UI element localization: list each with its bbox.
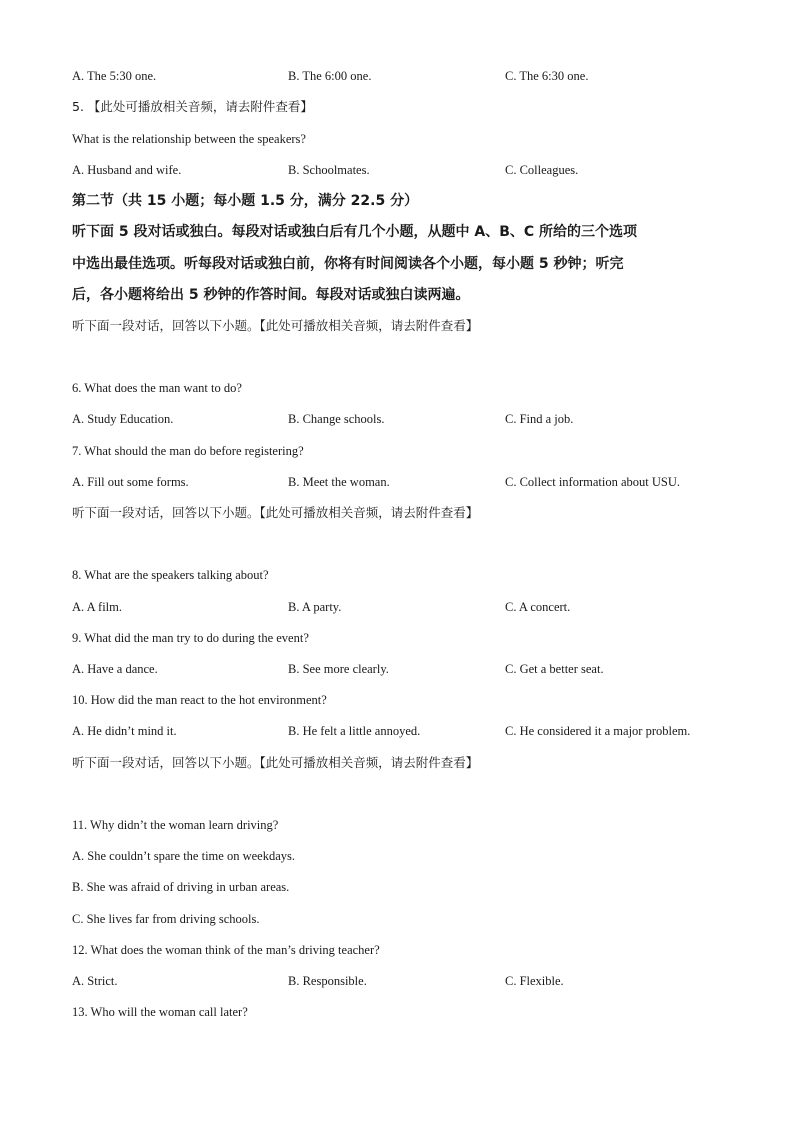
q7-question: 7. What should the man do before registering? bbox=[72, 444, 304, 458]
dialog-intro-2: 听下面一段对话，回答以下小题。【此处可播放相关音频，请去附件查看】 bbox=[72, 505, 479, 520]
option-c: C. Flexible. bbox=[505, 974, 564, 988]
q10-question: 10. How did the man react to the hot environment? bbox=[72, 693, 327, 707]
option-c: C. He considered it a major problem. bbox=[505, 724, 691, 738]
option-b: B. Responsible. bbox=[288, 974, 367, 988]
option-a: A. Have a dance. bbox=[72, 662, 158, 676]
q12-options bbox=[72, 973, 732, 989]
option-c: C. Collect information about USU. bbox=[505, 475, 680, 489]
section2-instructions-2: 中选出最佳选项。听每段对话或独白前，你将有时间阅读各个小题，每小题 5 秒钟；听完 bbox=[72, 256, 624, 272]
option-b: B. He felt a little annoyed. bbox=[288, 724, 421, 738]
q11-option-a: A. She couldn’t spare the time on weekdays. bbox=[72, 849, 295, 863]
section2-instructions-1: 听下面 5 段对话或独白。每段对话或独白后有几个小题，从题中 A、B、C 所给的三个选项 bbox=[72, 224, 638, 240]
option-a: A. Strict. bbox=[72, 974, 118, 988]
option-b: B. Meet the woman. bbox=[288, 475, 390, 489]
option-c: C. Get a better seat. bbox=[505, 662, 604, 676]
option-b: B. A party. bbox=[288, 600, 342, 614]
q13-question: 13. Who will the woman call later? bbox=[72, 1005, 248, 1019]
q8-options bbox=[72, 599, 732, 615]
q6-question: 6. What does the man want to do? bbox=[72, 381, 242, 395]
q9-options bbox=[72, 661, 732, 677]
option-a: A. A film. bbox=[72, 600, 123, 614]
q10-options bbox=[72, 723, 732, 739]
option-a: A. Fill out some forms. bbox=[72, 475, 189, 489]
dialog-intro-1: 听下面一段对话，回答以下小题。【此处可播放相关音频，请去附件查看】 bbox=[72, 318, 479, 333]
q6-options bbox=[72, 411, 732, 427]
option-c: C. Colleagues. bbox=[505, 163, 579, 177]
section2-title: 第二节（共 15 小题；每小题 1.5 分，满分 22.5 分） bbox=[72, 193, 419, 209]
option-b: B. See more clearly. bbox=[288, 662, 389, 676]
option-b: B. Change schools. bbox=[288, 412, 385, 426]
option-c: C. The 6:30 one. bbox=[505, 69, 589, 83]
section2-instructions-3: 后，各小题将给出 5 秒钟的作答时间。每段对话或独白读两遍。 bbox=[72, 287, 470, 303]
option-b: B. The 6:00 one. bbox=[288, 69, 372, 83]
q5-header: 5. 【此处可播放相关音频，请去附件查看】 bbox=[72, 99, 313, 114]
option-a: A. Husband and wife. bbox=[72, 163, 182, 177]
q7-options bbox=[72, 474, 732, 490]
option-a: A. He didn’t mind it. bbox=[72, 724, 177, 738]
q4-options bbox=[72, 68, 732, 84]
option-a: A. Study Education. bbox=[72, 412, 174, 426]
q11-option-b: B. She was afraid of driving in urban areas. bbox=[72, 880, 290, 894]
q5-options bbox=[72, 162, 732, 178]
q8-question: 8. What are the speakers talking about? bbox=[72, 568, 269, 582]
q12-question: 12. What does the woman think of the man’s driving teacher? bbox=[72, 943, 380, 957]
option-b: B. Schoolmates. bbox=[288, 163, 370, 177]
dialog-intro-3: 听下面一段对话，回答以下小题。【此处可播放相关音频，请去附件查看】 bbox=[72, 755, 479, 770]
option-c: C. Find a job. bbox=[505, 412, 574, 426]
q11-option-c: C. She lives far from driving schools. bbox=[72, 912, 260, 926]
option-c: C. A concert. bbox=[505, 600, 571, 614]
q11-question: 11. Why didn’t the woman learn driving? bbox=[72, 818, 279, 832]
option-a: A. The 5:30 one. bbox=[72, 69, 157, 83]
q9-question: 9. What did the man try to do during the event? bbox=[72, 631, 309, 645]
q5-question: What is the relationship between the speakers? bbox=[72, 132, 306, 146]
